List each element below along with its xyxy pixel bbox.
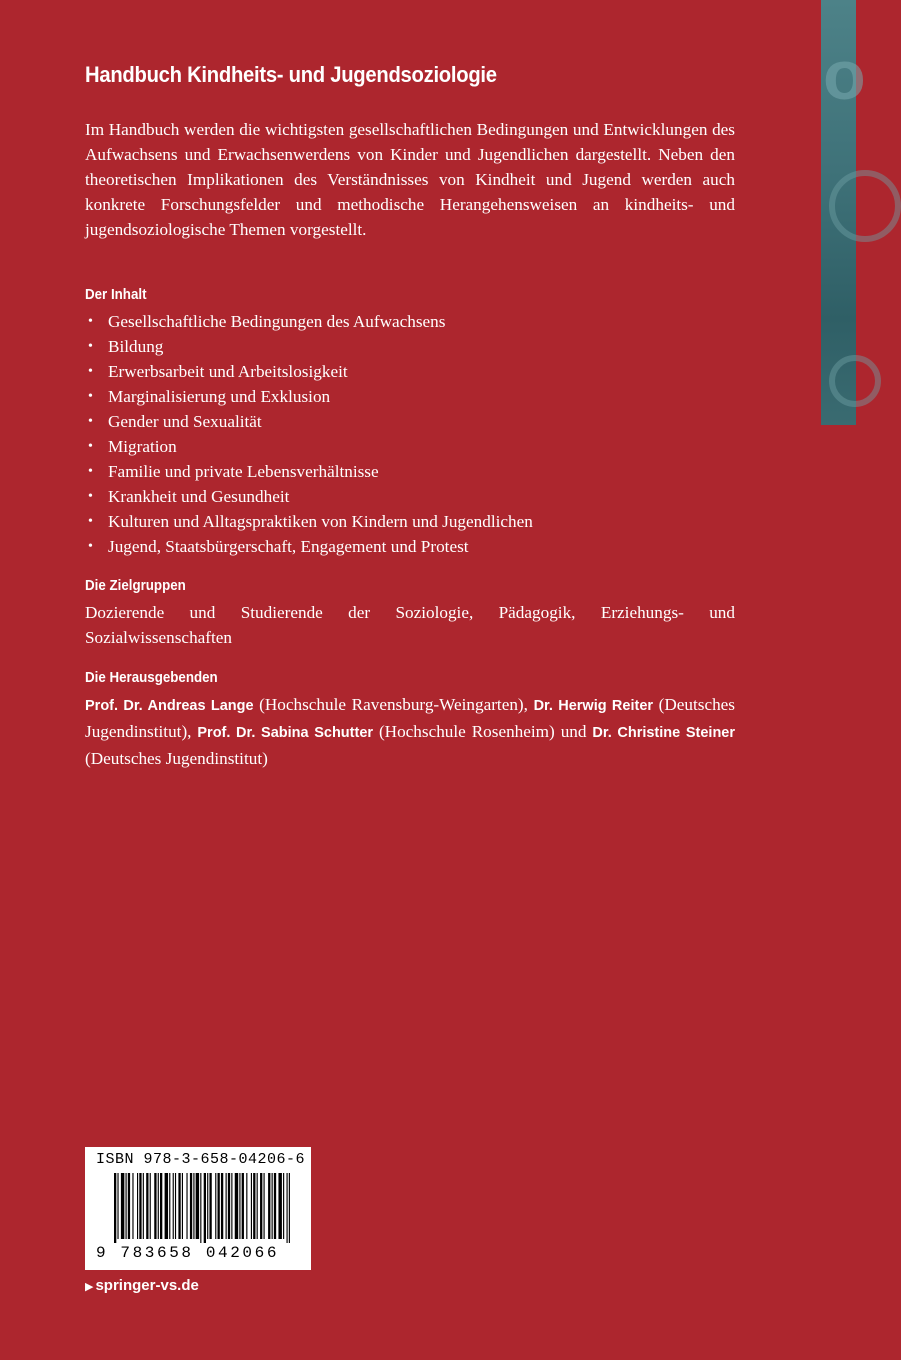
barcode-bar	[143, 1173, 144, 1239]
intro-paragraph: Im Handbuch werden die wichtigsten gesellschaftlichen Bedingungen und Entwicklungen des Aufwachsens und Erwachsenwerdens von Kinder und Jugendlichen dargestellt. Neben den theoretischen Implikationen des Verständnisses von Kindheit und Jugend werden auch konkrete Forschungsfelder und methodische Herangehensweisen an kindheits- und jugendsoziologische Themen vorgestellt.	[85, 120, 735, 239]
target-groups-text: Dozierende und Studierende der Soziologie, Pädagogik, Erziehungs- und Sozialwissenschaften	[85, 603, 735, 647]
barcode-bar	[186, 1173, 187, 1239]
barcode-bar	[158, 1173, 159, 1239]
barcode-bars	[114, 1173, 290, 1243]
barcode-bar	[175, 1173, 176, 1239]
barcode-bar	[239, 1173, 240, 1239]
list-item: • Krankheit und Gesundheit	[88, 487, 290, 506]
barcode-bar	[137, 1173, 138, 1239]
barcode-bar	[196, 1173, 199, 1239]
arrow-right-icon: ▶	[85, 1281, 94, 1293]
barcode-bar	[160, 1173, 162, 1239]
editors-heading: Die Herausgebenden	[85, 670, 218, 686]
barcode-bar	[121, 1173, 124, 1239]
barcode-bar	[283, 1173, 284, 1239]
isbn-label: ISBN 978-3-658-04206-6	[96, 1151, 306, 1168]
editor-name: Prof. Dr. Andreas Lange	[85, 698, 254, 714]
barcode-bar	[287, 1173, 288, 1243]
list-item: • Marginalisierung und Exklusion	[88, 387, 331, 406]
list-item: • Jugend, Staatsbürgerschaft, Engagement und Protest	[88, 537, 469, 556]
barcode-bar	[278, 1173, 281, 1239]
barcode-bar	[231, 1173, 232, 1239]
barcode-bar	[146, 1173, 148, 1239]
barcode-bar	[272, 1173, 273, 1239]
ean-digits: 9 783658 042066	[96, 1244, 280, 1262]
target-groups-heading: Die Zielgruppen	[85, 578, 186, 594]
barcode-bar	[257, 1173, 258, 1239]
barcode-bar	[274, 1173, 276, 1239]
list-item: • Kulturen und Alltagspraktiken von Kindern und Jugendlichen	[88, 512, 533, 531]
barcode-bar	[200, 1173, 201, 1243]
barcode-bar	[169, 1173, 170, 1239]
barcode-bar	[165, 1173, 168, 1239]
editor-name: Dr. Herwig Reiter	[533, 698, 654, 714]
barcode-bar	[242, 1173, 244, 1239]
barcode-bar	[246, 1173, 247, 1239]
editors-text: Prof. Dr. Andreas Lange (Hochschule Ravensburg-Weingarten), Dr. Herwig Reiter (Deutsches Jugendinstitut), Prof. Dr. Sabina Schutter (Hochschule Rosenheim) und Dr. Christine Steiner (Deutsches Jugendinstitut)	[85, 695, 736, 768]
contents-heading: Der Inhalt	[85, 287, 147, 303]
list-item: • Migration	[88, 437, 177, 456]
barcode-bar	[132, 1173, 133, 1239]
barcode-bar	[182, 1173, 183, 1239]
barcode-bar	[215, 1173, 216, 1239]
barcode-bar	[264, 1173, 265, 1239]
barcode-bar	[114, 1173, 116, 1243]
barcode-bar	[173, 1173, 174, 1239]
cover-image-edge: o	[821, 0, 856, 425]
barcode-bar	[150, 1173, 151, 1239]
isbn-barcode	[85, 1147, 311, 1270]
barcode-bar	[126, 1173, 127, 1239]
barcode-bar	[253, 1173, 255, 1239]
barcode-bar	[190, 1173, 192, 1239]
barcode-bar	[221, 1173, 223, 1239]
barcode-bar	[260, 1173, 262, 1239]
barcode-bar	[178, 1173, 180, 1239]
barcode-bar	[289, 1173, 290, 1243]
list-item: • Gesellschaftliche Bedingungen des Aufwachsens	[88, 312, 446, 331]
list-item: • Erwerbsarbeit und Arbeitslosigkeit	[88, 362, 348, 381]
barcode-bar	[128, 1173, 130, 1239]
list-item: • Bildung	[88, 337, 164, 356]
barcode-bar	[193, 1173, 194, 1239]
editor-name: Prof. Dr. Sabina Schutter	[197, 725, 374, 741]
list-item: • Familie und private Lebensverhältnisse	[88, 462, 379, 481]
barcode-bar	[226, 1173, 227, 1239]
barcode-bar	[251, 1173, 252, 1239]
barcode-bar	[204, 1173, 206, 1243]
barcode-bar	[207, 1173, 208, 1239]
barcode-bar	[235, 1173, 238, 1239]
barcode-bar	[139, 1173, 141, 1239]
barcode-bar	[268, 1173, 270, 1239]
barcode-bar	[117, 1173, 118, 1239]
barcode-bar	[228, 1173, 230, 1239]
publisher-website: ▶ springer-vs.de	[85, 1277, 199, 1294]
list-item: • Gender und Sexualität	[88, 412, 262, 431]
editor-name: Dr. Christine Steiner	[592, 725, 736, 741]
contents-list	[85, 309, 745, 559]
barcode-bar	[154, 1173, 156, 1239]
barcode-bar	[209, 1173, 211, 1239]
book-title: Handbuch Kindheits- und Jugendsoziologie	[85, 62, 497, 87]
barcode-bar	[218, 1173, 220, 1239]
